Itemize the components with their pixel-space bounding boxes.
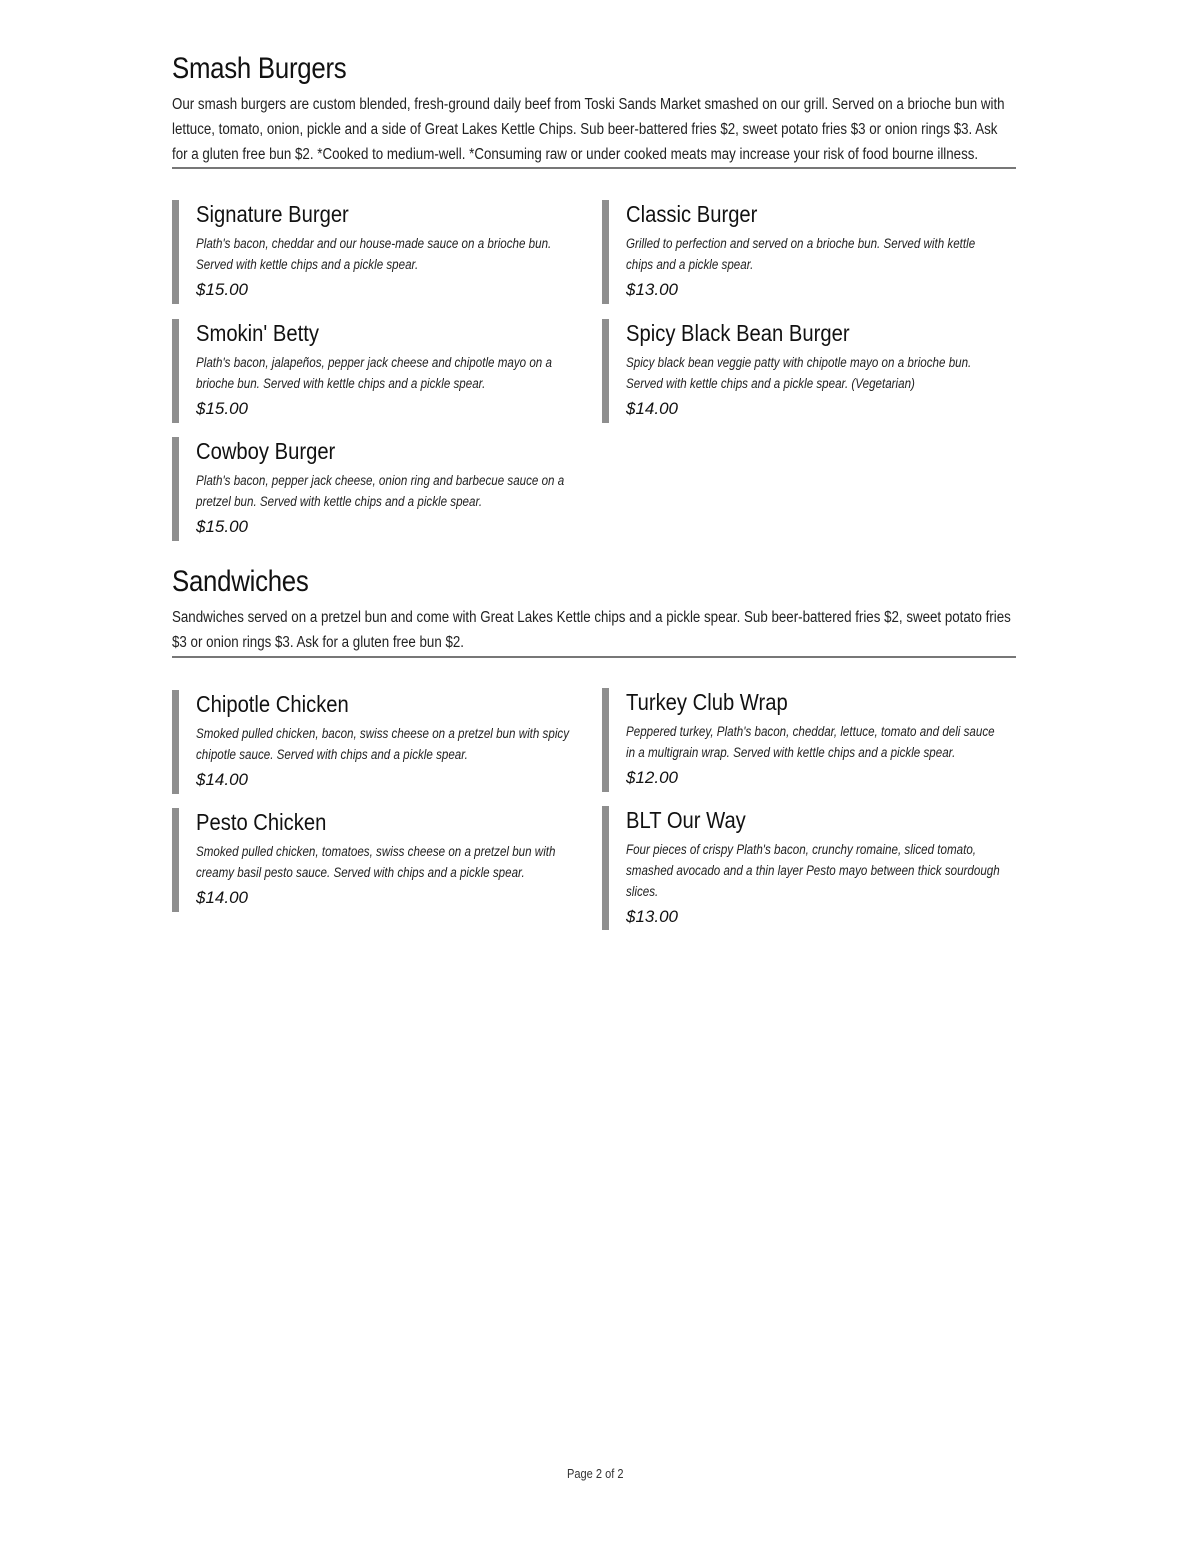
accent-bar	[172, 319, 179, 423]
item-name: Cowboy Burger	[196, 438, 336, 464]
accent-bar	[602, 200, 609, 304]
section-title: Sandwiches	[172, 565, 309, 598]
item-description: Four pieces of crispy Plath's bacon, crunchy romaine, sliced tomato, smashed avocado and a thin layer Pesto mayo between thick sourdough slices.	[626, 842, 1000, 899]
accent-bar	[172, 200, 179, 304]
item-price: $13.00	[626, 280, 678, 299]
item-name: Spicy Black Bean Burger	[626, 320, 850, 346]
menu-item	[172, 200, 572, 304]
section-description: Sandwiches served on a pretzel bun and come with Great Lakes Kettle chips and a pickle spear. Sub beer-battered fries $2, sweet potato fries $3 or onion rings $3. Ask for a gluten free bun $2.	[172, 609, 1011, 651]
item-description: Plath's bacon, cheddar and our house-made sauce on a brioche bun. Served with kettle chips and a pickle spear.	[196, 236, 552, 272]
section-divider	[172, 167, 1016, 169]
item-price: $15.00	[196, 517, 248, 536]
item-name: Pesto Chicken	[196, 809, 327, 835]
item-description: Plath's bacon, pepper jack cheese, onion ring and barbecue sauce on a pretzel bun. Served with kettle chips and a pickle spear.	[196, 473, 565, 509]
item-name: Smokin' Betty	[196, 320, 319, 346]
menu-item	[602, 319, 1002, 423]
item-name: Signature Burger	[196, 201, 349, 227]
menu-item	[172, 808, 572, 912]
page-footer	[0, 1466, 1191, 1481]
item-description: Peppered turkey, Plath's bacon, cheddar, lettuce, tomato and deli sauce in a multigrain wrap. Served with kettle chips and a pickle spear.	[626, 724, 995, 760]
section-description: Our smash burgers are custom blended, fresh-ground daily beef from Toski Sands Market smashed on our grill. Served on a brioche bun with lettuce, tomato, onion, pickle and a side of Great Lakes Kettle Chips. Sub beer-battered fries $2, sweet potato fries $3 or onion rings $3. Ask for a gluten free bun $2. *Cooked to medium-well. *Consuming raw or under cooked meats may increase your risk of food bourne illness.	[172, 96, 1005, 163]
item-description: Smoked pulled chicken, tomatoes, swiss cheese on a pretzel bun with creamy basil pesto sauce. Served with chips and a pickle spear.	[196, 844, 556, 880]
item-price: $14.00	[626, 399, 678, 418]
page-number: Page 2 of 2	[567, 1466, 624, 1481]
menu-item	[172, 690, 572, 794]
section-sandwiches	[172, 565, 1016, 655]
item-price: $15.00	[196, 280, 248, 299]
item-price: $12.00	[626, 768, 678, 787]
item-name: Classic Burger	[626, 201, 758, 227]
item-description: Smoked pulled chicken, bacon, swiss cheese on a pretzel bun with spicy chipotle sauce. Served with chips and a pickle spear.	[196, 726, 570, 762]
section-smash-burgers	[172, 52, 1016, 168]
item-name: BLT Our Way	[626, 807, 746, 833]
item-price: $13.00	[626, 907, 678, 926]
section-divider	[172, 656, 1016, 658]
accent-bar	[172, 690, 179, 794]
item-description: Plath's bacon, jalapeños, pepper jack cheese and chipotle mayo on a brioche bun. Served with kettle chips and a pickle spear.	[196, 355, 552, 391]
menu-item	[602, 200, 1002, 304]
item-description: Grilled to perfection and served on a brioche bun. Served with kettle chips and a pickle spear.	[626, 236, 976, 272]
accent-bar	[602, 688, 609, 792]
accent-bar	[172, 808, 179, 912]
item-name: Chipotle Chicken	[196, 691, 349, 717]
item-description: Spicy black bean veggie patty with chipotle mayo on a brioche bun. Served with kettle chips and a pickle spear. (Vegetarian)	[626, 355, 972, 391]
item-price: $15.00	[196, 399, 248, 418]
menu-item	[602, 806, 1002, 930]
menu-item	[602, 688, 1002, 792]
section-title: Smash Burgers	[172, 52, 347, 85]
accent-bar	[602, 806, 609, 930]
menu-item	[172, 319, 572, 423]
menu-item	[172, 437, 572, 541]
item-price: $14.00	[196, 770, 248, 789]
item-price: $14.00	[196, 888, 248, 907]
accent-bar	[172, 437, 179, 541]
item-name: Turkey Club Wrap	[626, 689, 788, 715]
accent-bar	[602, 319, 609, 423]
